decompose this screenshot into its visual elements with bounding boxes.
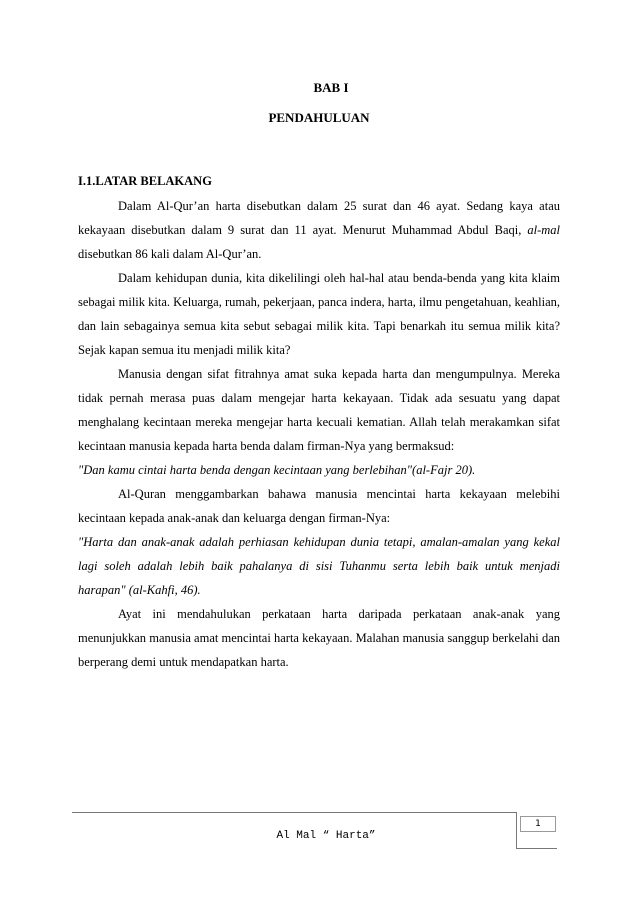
quote-al-kahfi: "Harta dan anak-anak adalah perhiasan kehidupan dunia tetapi, amalan-amalan yang kekal lagi soleh adalah lebih baik pahalanya di sisi Tuhanmu serta lebih baik untuk menjadi harapan" (al-Kahfi, 46). <box>78 535 560 597</box>
footer-divider <box>72 812 516 813</box>
chapter-number: BAB I <box>313 80 349 95</box>
paragraph-5: Ayat ini mendahulukan perkataan harta daripada perkataan anak-anak yang menunjukkan manusia amat mencintai harta kekayaan. Malahan manusia sanggup berkelahi dan berperang demi untuk mendapatkan harta. <box>78 607 560 669</box>
paragraph-2: Dalam kehidupan dunia, kita dikelilingi oleh hal-hal atau benda-benda yang kita klaim sebagai milik kita. Keluarga, rumah, pekerjaan, panca indera, harta, ilmu pengetahuan, keahlian, dan lain sebagainya semua kita sebut sebagai milik kita. Tapi benarkah itu semua milik kita? Sejak kapan semua itu menjadi milik kita? <box>78 271 560 357</box>
chapter-title: PENDAHULUAN <box>268 110 370 125</box>
paragraph-1 <box>78 194 560 266</box>
body-text <box>78 194 560 674</box>
quote-al-fajr: "Dan kamu cintai harta benda dengan kecintaan yang berlebihan"(al-Fajr 20). <box>78 463 476 477</box>
paragraph-1-italic: al-mal <box>527 223 560 237</box>
paragraph-3: Manusia dengan sifat fitrahnya amat suka kepada harta dan mengumpulnya. Mereka tidak pernah merasa puas dalam mengejar harta kekayaan. Tidak ada sesuatu yang dapat menghalang kecintaan mereka mengejar harta kecuali kematian. Allah telah merakamkan sifat kecintaan manusia kepada harta benda dalam firman-Nya yang bermaksud: <box>78 367 560 453</box>
page-number: 1 <box>520 816 556 832</box>
section-heading: I.1.LATAR BELAKANG <box>78 174 212 188</box>
paragraph-1-end: disebutkan 86 kali dalam Al-Qur’an. <box>78 247 262 261</box>
footer-title: Al Mal “ Harta” <box>276 830 376 842</box>
paragraph-1-text: Dalam Al-Qur’an harta disebutkan dalam 25 surat dan 46 ayat. Sedang kaya atau kekayaan disebutkan dalam 9 surat dan 11 ayat. Menurut Muhammad Abdul Baqi, <box>78 199 560 237</box>
paragraph-4: Al-Quran menggambarkan bahawa manusia mencintai harta kekayaan melebihi kecintaan kepada anak-anak dan keluarga dengan firman-Nya: <box>78 487 560 525</box>
